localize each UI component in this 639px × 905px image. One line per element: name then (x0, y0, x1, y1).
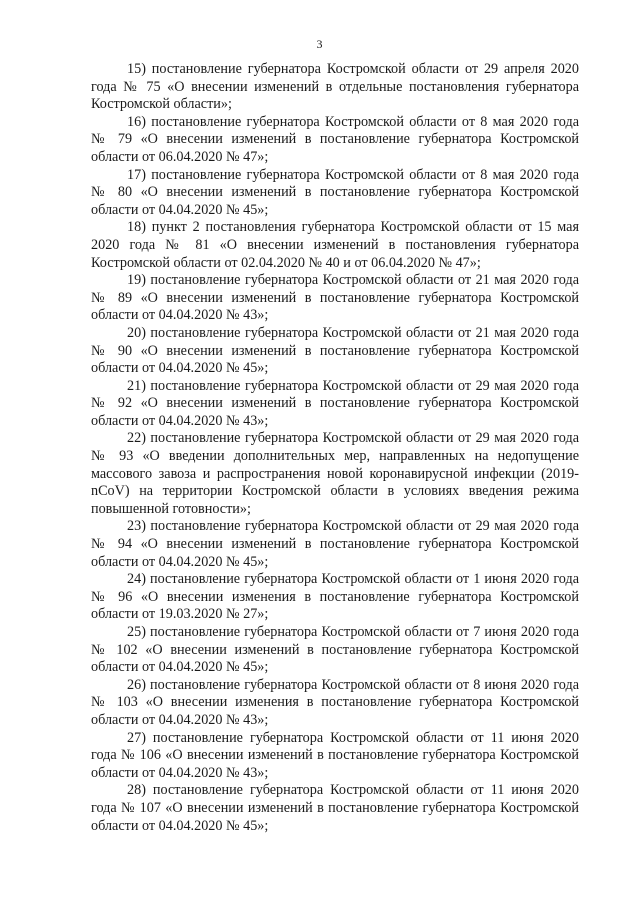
list-item-27: 27) постановление губернатора Костромской области от 11 июня 2020 года № 106 «О внесении изменений в постановление губернатора Костромской области от 04.04.2020 № 43»; (91, 729, 579, 781)
list-item-28: 28) постановление губернатора Костромской области от 11 июня 2020 года № 107 «О внесении изменений в постановление губернатора Костромской области от 04.04.2020 № 45»; (91, 782, 579, 834)
document-body (91, 61, 579, 835)
list-item-25: 25) постановление губернатора Костромской области от 7 июня 2020 года № 102 «О внесении изменений в постановление губернатора Костромской области от 04.04.2020 № 45»; (91, 624, 579, 676)
list-item-17: 17) постановление губернатора Костромской области от 8 мая 2020 года № 80 «О внесении изменений в постановление губернатора Костромской области от 04.04.2020 № 45»; (91, 166, 579, 218)
list-item-23: 23) постановление губернатора Костромской области от 29 мая 2020 года № 94 «О внесении изменений в постановление губернатора Костромской области от 04.04.2020 № 45»; (91, 518, 579, 570)
list-item-21: 21) постановление губернатора Костромской области от 29 мая 2020 года № 92 «О внесении изменений в постановление губернатора Костромской области от 04.04.2020 № 43»; (91, 377, 579, 429)
list-item-20: 20) постановление губернатора Костромской области от 21 мая 2020 года № 90 «О внесении изменений в постановление губернатора Костромской области от 04.04.2020 № 45»; (91, 324, 579, 377)
list-item-24: 24) постановление губернатора Костромской области от 1 июня 2020 года № 96 «О внесении изменения в постановление губернатора Костромской области от 19.03.2020 № 27»; (91, 571, 579, 623)
page-number: 3 (316, 37, 323, 51)
list-item-26: 26) постановление губернатора Костромской области от 8 июня 2020 года № 103 «О внесении изменения в постановление губернатора Костромской области от 04.04.2020 № 43»; (91, 676, 579, 728)
list-item-19: 19) постановление губернатора Костромской области от 21 мая 2020 года № 89 «О внесении изменений в постановление губернатора Костромской области от 04.04.2020 № 43»; (91, 272, 579, 324)
list-item-16: 16) постановление губернатора Костромской области от 8 мая 2020 года № 79 «О внесении изменений в постановление губернатора Костромской области от 06.04.2020 № 47»; (91, 113, 579, 165)
list-item-18: 18) пункт 2 постановления губернатора Костромской области от 15 мая 2020 года № 81 «О внесении изменений в постановления губернатора Костромской области от 02.04.2020 № 40 и от 06.04.2020 № 47»; (91, 219, 579, 271)
list-item-22: 22) постановление губернатора Костромской области от 29 мая 2020 года № 93 «О введении дополнительных мер, направленных на недопущение массового завоза и распространения новой коронавирусной инфекции (2019-nCoV) на территории Костромской области в условиях введения режима повышенной готовности»; (91, 430, 579, 517)
list-item-15: 15) постановление губернатора Костромской области от 29 апреля 2020 года № 75 «О внесении изменений в отдельные постановления губернатора Костромской области»; (91, 61, 579, 113)
